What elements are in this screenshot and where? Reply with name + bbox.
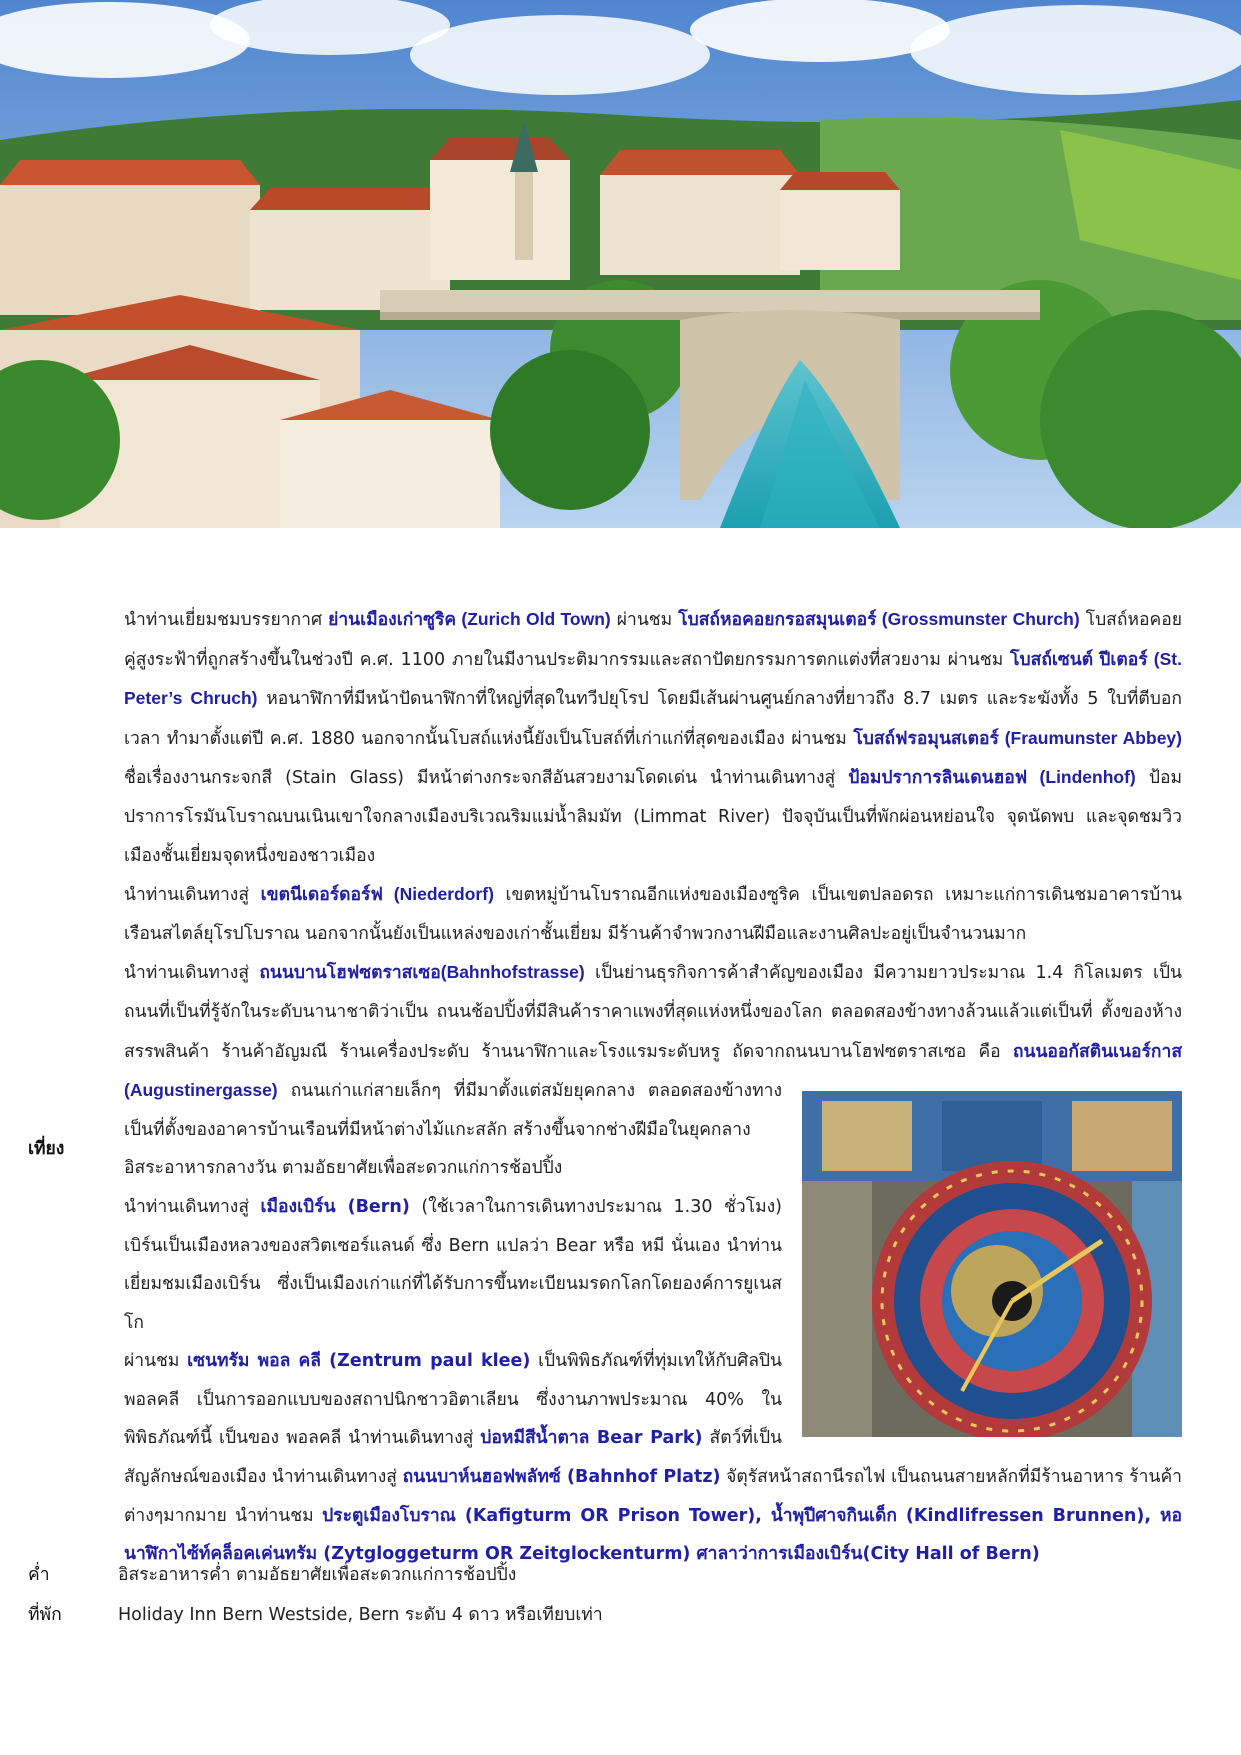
text: เขตหมู่บ้านโบราณอีกแห่งของเมืองซูริค เป็นเขตปลอดรถ เหมาะแก่การเดินชมอาคารบ้านเรือนสไตล์ยุโรปโบราณ นอกจากนั้นยังเป็นแหล่งของเก่าชั้นเยี่ยม มีร้านค้าจำพวกงานฝีมือและงานศิลปะอยู่เป็นจำนวนมาก (124, 885, 1182, 944)
zytglogge-clock-photo (802, 1091, 1182, 1437)
text: นำท่านเดินทางสู่ (124, 885, 261, 906)
text: ชื่อเรื่องงานกระจกสี (Stain Glass) มีหน้าต่างกระจกสีอันสวยงามโดดเด่น นำท่านเดินทางสู่ (124, 768, 849, 789)
text: ป้อมปราการโรมันโบราณบนเนินเขาใจกลางเมืองบริเวณริมแม่น้ำลิมมัท (Limmat River) ปัจจุบันเป็นที่พักผ่อนหย่อนใจ จุดนัดพบ และจุดชมวิวเมืองชั้นเยี่ยมจุดหนึ่งของชาวเมือง (124, 768, 1182, 866)
paragraph-bahnhofstrasse (124, 953, 1182, 1149)
text: เป็นย่านธุรกิจการค้าสำคัญของเมือง มีความยาวประมาณ 1.4 กิโลเมตร เป็นถนนที่เป็นที่รู้จักในระดับนานาชาติว่าเป็น ถนนช้อปปิ้งที่มีสินค้าราคาแพงที่สุดแห่งหนึ่งของโลก ตลอดสองข้างทางล้วนแล้วแต่เป็นที่ ตั้งของห้างสรรพสินค้า ร้านค้าอัญมณี ร้านเครื่องประดับ ร้านนาฬิกาและโรงแรมระดับหรู ถัดจากถนนบานโฮฟซตราสเซอ คือ (124, 963, 1183, 1062)
paragraph-zurich-old-town (124, 600, 1182, 875)
highlight-bear-park: บ่อหมีสีน้ำตาล Bear Park) (480, 1428, 703, 1449)
highlight-paul-klee: เซนทรัม พอล คลี (Zentrum paul klee) (187, 1351, 531, 1372)
text: นำท่านเดินทางสู่ (124, 1196, 261, 1217)
highlight-augustinergasse: ถนนออกัสตินเนอร์กาส (Augustinergasse) (124, 1040, 1182, 1101)
text: เป็นพิพิธภัณฑ์ที่ทุ่มเทให้กับศิลปินพอลคลี เป็นการออกแบบของสถาปนิกชาวอิตาเลียน ซึ่งงานภาพประมาณ 40% ในพิพิธภัณฑ์นี้ เป็นของ พอลคลี นำท่านเดินทางสู่ (124, 1351, 782, 1449)
highlight-bahnhofstrasse: ถนนบานโฮฟซตราสเซอ(Bahnhofstrasse) (259, 962, 585, 983)
lunch-text: อิสระอาหารกลางวัน ตามอัธยาศัยเพื่อสะดวกแก่การช้อปปิ้ง (124, 1158, 563, 1179)
text: ผ่านชม (124, 1351, 188, 1372)
text: ถนนเก่าแก่สายเล็กๆ ที่มีมาตั้งแต่สมัยยุคกลาง ตลอดสองข้างทางเป็นที่ตั้งของอาคารบ้านเรือนที่มีหน้าต่างไม้แกะสลัก สร้างขึ้นจากช่างฝีมือในยุคกลาง (124, 1081, 782, 1140)
highlight-niederdorf: เขตนีเดอร์ดอร์ฟ (Niederdorf) (260, 884, 494, 905)
text: สัตว์ที่เป็นสัญลักษณ์ของเมือง นำท่านเดินทางสู่ (124, 1428, 783, 1488)
text: โบสถ์หอคอยคู่สูงระฟ้าที่ถูกสร้างขึ้นในช่วงปี ค.ศ. 1100 ภายในมีงานประติมากรรมและสถาปัตยกรรมการตกแต่งที่สวยงาม ผ่านชม (124, 610, 1182, 670)
hotel-label: ที่พัก (28, 1605, 62, 1625)
highlight-bern: เมืองเบิร์น (Bern) (260, 1196, 410, 1217)
text: นำท่านเยี่ยมชมบรรยากาศ (124, 610, 329, 630)
text: จัตุรัสหน้าสถานีรถไฟ เป็นถนนสายหลักที่มีร้านอาหาร ร้านค้า ต่างๆมากมาย นำท่านชม (124, 1467, 1182, 1526)
highlight-lindenhof: ป้อมปราการลินเดนฮอฟ (Lindenhof) (848, 767, 1136, 788)
bern-city-photo-icon (0, 0, 1241, 528)
text: (ใช้เวลาในการเดินทางประมาณ 1.30 ชั่วโมง) เบิร์นเป็นเมืองหลวงของสวิตเซอร์แลนด์ ซึ่ง Bern แปลว่า Bear หรือ หมี นั่นเอง นำท่านเยี่ยมชมเมืองเบิร์น ซึ่งเป็นเมืองเก่าแก่ที่ได้รับการขึ้นทะเบียนมรดกโลกโดยองค์การยูเนสโก (124, 1196, 783, 1333)
dinner-label: ค่ำ (28, 1565, 50, 1585)
hero-bern-photo (0, 0, 1241, 528)
highlight-st-peter: โบสถ์เซนต์ ปีเตอร์ (St. Peter’s Chruch) (124, 648, 1182, 709)
highlight-grossmunster: โบสถ์หอคอยกรอสมุนเตอร์ (Grossmunster Church) (678, 609, 1080, 629)
lunch-label: เที่ยง (28, 1139, 65, 1159)
zytglogge-astronomical-clock-photo-icon (802, 1091, 1182, 1437)
text: นำท่านเดินทางสู่ (124, 963, 260, 984)
text: ผ่านชม (610, 610, 679, 630)
highlight-zurich-old-town: ย่านเมืองเก่าซูริค (Zurich Old Town) (328, 609, 611, 629)
dinner-text: อิสระอาหารค่ำ ตามอัธยาศัยเพื่อสะดวกแก่การช้อปปิ้ง (118, 1565, 517, 1585)
highlight-fraumunster: โบสถ์ฟรอมุนสเตอร์ (Fraumunster Abbey) (853, 727, 1182, 748)
text: หอนาฬิกาที่มีหน้าปัดนาฬิกาที่ใหญ่ที่สุดในทวีปยุโรป โดยมีเส้นผ่านศูนย์กลางที่ยาวถึง 8.7 เมตร และระฆังทั้ง 5 ใบที่ตีบอกเวลา ทำมาตั้งแต่ปี ค.ศ. 1880 นอกจากนั้นโบสถ์แห่งนี้ยังเป็นโบสถ์ที่เก่าแก่ที่สุดของเมือง ผ่านชม (124, 689, 1183, 749)
itinerary-content (124, 600, 1182, 1574)
highlight-bahnhof-platz: ถนนบาห์นฮอฟพลัทซ์ (Bahnhof Platz) (402, 1467, 721, 1488)
hotel-text: Holiday Inn Bern Westside, Bern ระดับ 4 ดาว หรือเทียบเท่า (118, 1605, 603, 1625)
paragraph-niederdorf (124, 875, 1182, 953)
highlight-bern-sights: ประตูเมืองโบราณ (Kafigturm OR Prison Tower), น้ำพุปีศาจกินเด็ก (Kindlifressen Brunnen), หอนาฬิกาไซ้ท์คล็อคเค่นทรัม (Zytgloggeturm OR Zeitglockenturm) ศาลาว่าการเมืองเบิร์น(City Hall of Bern) (124, 1505, 1182, 1565)
